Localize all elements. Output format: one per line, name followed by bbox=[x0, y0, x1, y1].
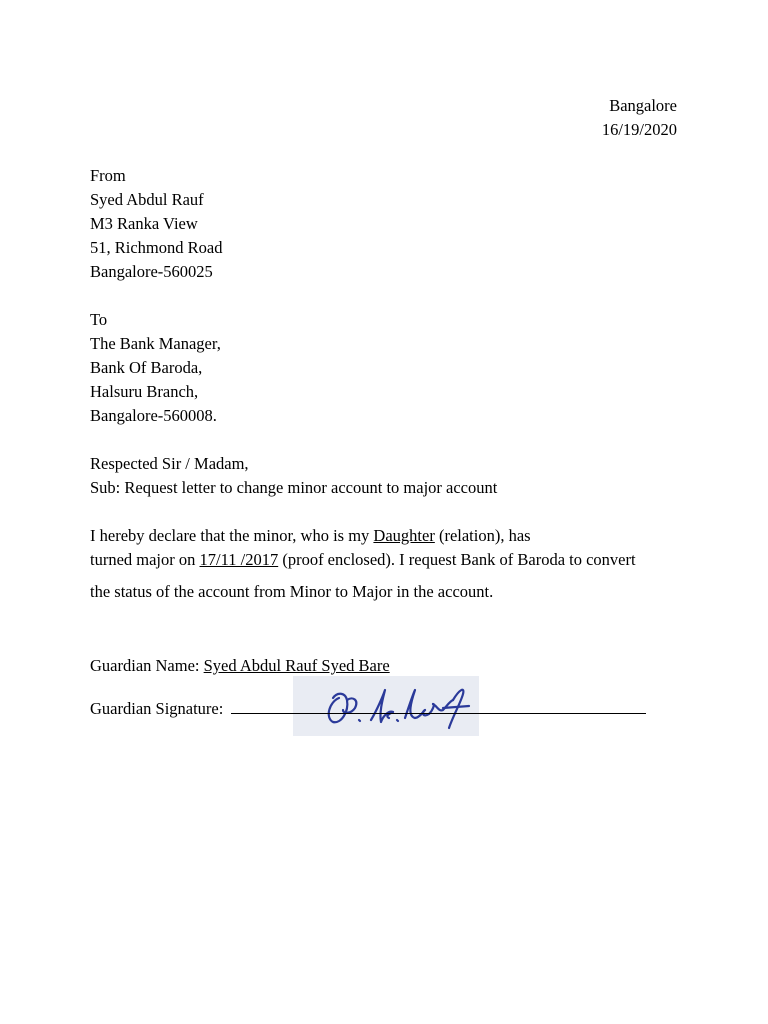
sender-address-line: M3 Ranka View bbox=[90, 214, 198, 233]
recipient-address-line: Bangalore-560008. bbox=[90, 406, 217, 425]
place-date-block bbox=[602, 94, 677, 142]
sender-address-line: Bangalore-560025 bbox=[90, 262, 213, 281]
body-text: turned major on bbox=[90, 550, 200, 569]
body-text: (relation), has bbox=[434, 526, 531, 545]
guardian-signature-row bbox=[90, 697, 646, 721]
from-label: From bbox=[90, 166, 126, 185]
recipient-address-line: Halsuru Branch, bbox=[90, 382, 199, 401]
subject-line: Sub: Request letter to change minor account to major account bbox=[90, 478, 498, 497]
letter-date: 16/19/2020 bbox=[601, 120, 677, 139]
body-line-3: the status of the account from Minor to Major in the account. bbox=[90, 582, 494, 601]
signature-line bbox=[231, 698, 646, 714]
recipient-title: The Bank Manager, bbox=[90, 334, 221, 353]
sender-address bbox=[90, 164, 222, 284]
guardian-name-value: Syed Abdul Rauf Syed Bare bbox=[203, 656, 390, 675]
body-line-1 bbox=[90, 524, 690, 548]
to-label: To bbox=[90, 310, 108, 329]
sender-name: Syed Abdul Rauf bbox=[90, 190, 204, 209]
major-date-value: 17/11 /2017 bbox=[199, 550, 279, 569]
guardian-name-label: Guardian Name: bbox=[90, 656, 204, 675]
recipient-address bbox=[90, 308, 221, 428]
relation-value: Daughter bbox=[373, 526, 435, 545]
letter-place: Bangalore bbox=[609, 96, 677, 115]
salutation: Respected Sir / Madam, bbox=[90, 454, 249, 473]
guardian-name-row bbox=[90, 654, 390, 678]
body-line-2 bbox=[90, 548, 690, 572]
sender-address-line: 51, Richmond Road bbox=[90, 238, 223, 257]
body-text: I hereby declare that the minor, who is my bbox=[90, 526, 374, 545]
salutation-block bbox=[90, 452, 497, 500]
letter-body bbox=[90, 524, 690, 604]
body-text: (proof enclosed). I request Bank of Baroda to convert bbox=[278, 550, 636, 569]
recipient-address-line: Bank Of Baroda, bbox=[90, 358, 203, 377]
guardian-signature-label: Guardian Signature: bbox=[90, 699, 228, 718]
